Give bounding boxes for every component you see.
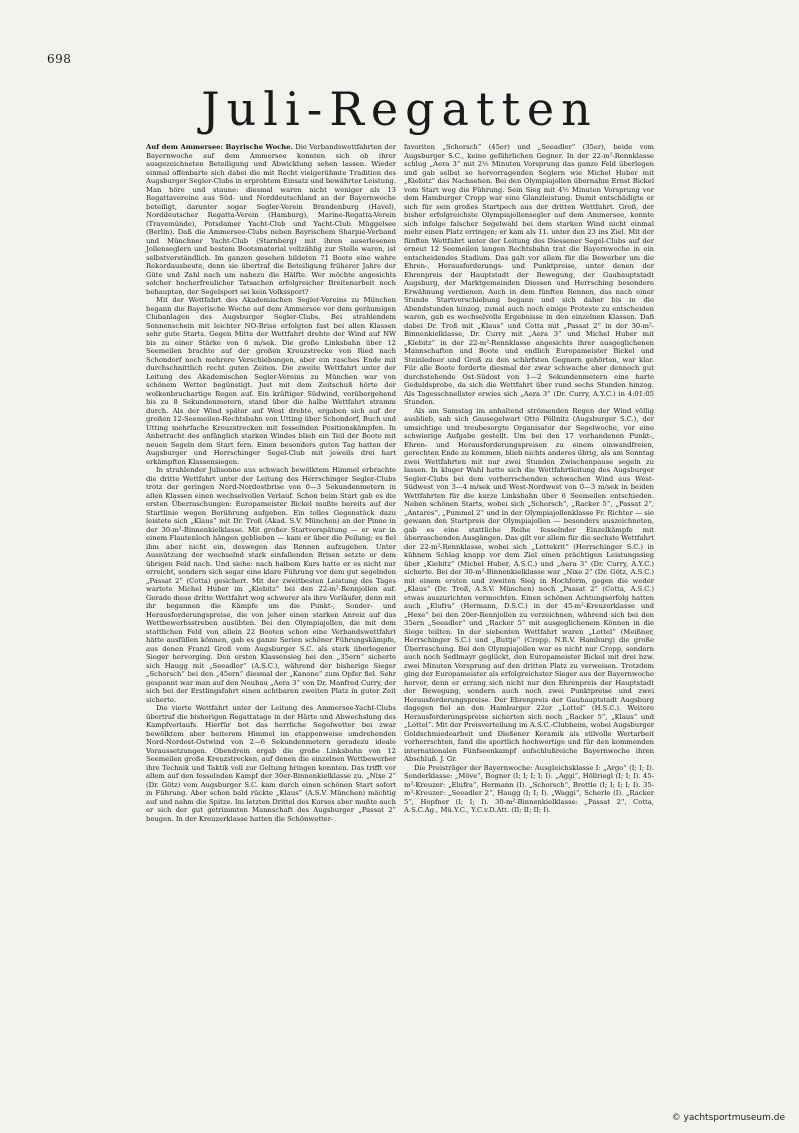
article-paragraph: Mit der Wettfahrt des Akademischen Segler-Vereins zu München begann die Bayerische Woche auf dem Ammersee vor dem geräumigen Clubanlagen des Augsburger Segler-Clubs. Bei strahlendem Sonnenschein mit leichter NO-Brise erfolgten fast bei allen Klassen sehr gute Starts. Gegen Mitte der Wettfahrt drehte der Wind auf NW bis zu einer Stärke von 6 m/sek. Die große Linksbahn über 12 Seemeilen brachte auf der großen Kreuzstrecke von Ried nach Schondorf noch mehrere Verschiebungen, aber ein rasches Ende mit durchschnittlich recht guten Zeiten. Die zweite Wettfahrt unter der Leitung des Akademischen Segler-Vereins zu München war von schönem Wetter begünstigt. Just mit dem Zeitschuß hörte der wolkenbruchartige Regen auf. Ein kräftiger Südwind, vorübergehend bis zu 8 Sekundenmetern, stand über die halbe Wettfahrt stramm durch. Als der Wind später auf West drehte, ergaben sich auf der großen 12-Seemeilen-Rechtsbahn von Utting über Schondorf, Buch und Utting mehrfache Kreuzstrecken mit fesselnden Positionskämpfen. In Anbetracht des anfänglich starken Windes blieb ein Teil der Boote mit neuen Segeln dem Start fern. Einen besonders guten Tag hatten der Augsburger und Herrschinger Segel-Club mit jeweils drei hart erkämpften Klassensiegen. — [146, 296, 396, 466]
page-number: 698 — [47, 52, 72, 66]
article-lead: Auf dem Ammersee: Bayrische Woche. — [146, 143, 293, 151]
page-title: Juli-Regatten — [201, 82, 598, 136]
watermark: © yachtsportmuseum.de — [671, 1113, 785, 1123]
left-column — [146, 143, 396, 823]
results-paragraph: Die Preisträger der Bayernwoche: Ausgleichsklasse I: „Argo“ (I; I; I). Sonderklasse: „Möve“, Bogner (I; I; I; I; I). „Aggi“, Höllriegl (I; I; I). 45-m²-Kreuzer: „Elufra“, Hermann (I). „Schorsch“, Brettle (I; I; I; I; I). 35-m²-Kreuzer: „Seeadler 2“, Haugg (I; I; I). „Waggi“, Scherle (I). „Racker 5“, Hopfner (I; I; I). 30-m²-Binnenkielklasse: „Passat 2“, Cotta, A.S.C.Ag., Mü.Y.C., Y.C.v.D.Att. (II; II; II; I). — [404, 763, 654, 814]
article-paragraph: Die vierte Wettfahrt unter der Leitung des Ammersee-Yacht-Clubs übertraf die bisherigen Regattatage in der Härte und Abwechslung des Kampfverlaufs. Hierfür bot das herrliche Segelwetter bei zwar bewölktem aber heiterem Himmel im etappenweise umdrehenden Nord-Nordost-Ostwind von 2—6 Sekundenmetern geradezu ideale Voraussetzungen. Obendrein ergab die große Linksbahn von 12 Seemeilen große Kreuzstrecken, auf denen die einzelnen Wettbewerber ihre Technik und Taktik voll zur Geltung bringen konnten. Das trifft vor allem auf den fesselnden Kampf der 30er-Binnenkielklasse zu. „Nixe 2“ (Dr. Götz) vom Augsburger S.C. kam durch einen schönen Start sofort in Führung. Aber schon bald rückte „Klaus“ (A.S.V. München) mächtig auf und nahm die Spitze. Im letzten Drittel des Kurses aber mußte auch er sich der gut getrimmten Mannschaft des Augsburger „Passat 2“ beugen. In der Kreuzerklasse hatten die Schönwetter- — [146, 704, 396, 823]
paragraph-text: Die Verbandswettfahrten der Bayernwoche auf dem Ammersee konnten sich ob ihrer ausgezeichneten Beteiligung und Abwicklung sehen lassen. Wieder einmal offenbarte sich dabei die mit Recht vielgerühmte Tradition des Augsburger Segler-Clubs in erprobtem Einsatz und bewährter Leistung. Man höre und staune: diesmal waren nicht weniger als 13 Regattavereine aus Süd- und Norddeutschland an der Bayernwoche beteiligt, darunter sogar Segler-Verein Brandenburg (Havel), Norddeutscher Regatta-Verein (Hamburg), Marine-Regatta-Verein (Travemünde), Potsdamer Yacht-Club und Yacht-Club Müggelsee (Berlin). Daß die Ammersee-Clubs neben Bayrischem Sharpie-Verband und Münchner Yacht-Club (Starnberg) mit ihren auserlesenen Jollenseglern und bestem Bootsmaterial vollzählig zur Stelle waren, ist selbstverständlich. Im ganzen gesehen bildeten 71 Boote eine wahre Rekordausbeute, denn sie übertraf die Beteiligung früherer Jahre der Güte und Zahl nach um nahezu die Hälfte. Wer möchte angesichts solcher hocherfreulicher Tatsachen erfolgreicher Breitenarbeit noch behaupten, der Segelsport sei kein Volkssport? — [146, 143, 396, 296]
article-paragraph — [146, 143, 396, 296]
article-paragraph: Als am Samstag im anhaltend strömenden Regen der Wind völlig ausblieb, sah sich Gausegelwart Otto Pöllnitz (Augsburger S.C.), der umsichtige und treubesorgte Organisator der Segelwoche, vor eine schwierige Aufgabe gestellt. Um bei den 17 vorhandenen Punkt-, Ehren- und Herausforderungspreisen zu einem einwandfreien, gerechten Ende zu kommen, blieb nichts anderes übrig, als am Sonntag zwei Wettfahrten mit nur zwei Stunden Zwischenpause segeln zu lassen. In kluger Wahl hatte sich die Wettfahrtleitung des Augsburger Segler-Clubs bei dem vorherrschenden schwachen Wind aus West-Südwest von 3—4 m/sek und West-Nordwest von 0—3 m/sek in beiden Wettfahrten für die kurze Linksbahn über 6 Seemeilen entschieden. Neben schönen Starts, wobei sich „Schorsch“, „Racker 5“, „Passat 2“, „Antares“, „Pummel 2“ und in der Olympiajollenklasse Fr. Richter — sie gewann den Startpreis der Olympiajollen — besonders auszeichneten, gab es eine stattliche Reihe fesselnder Einzelkämpfe mit überraschenden Ausgängen. Das gilt vor allem für die sechste Wettfahrt der 22-m²-Rennklasse, wobei sich „Lottekrit“ (Herrschinger S.C.) in kühnem Schlag knapp vor dem Ziel einen prächtigen Leistungssieg über „Kiebitz“ (Michel Huber, A.S.C.) und „Aera 3“ (Dr. Curry, A.Y.C.) sicherte. Bei der 30-m²-Binnenkielklasse war „Nixe 2“ (Dr. Götz, A.S.C.) mit einem ersten und zweiten Sieg in Hochform, gegen die weder „Klaus“ (Dr. Troß, A.S.V. München) noch „Passat 2“ (Cotta, A.S.C.) etwas auszurichten vermochten. Einen schönen Achtungserfolg hatten auch „Elufra“ (Hermann, D.S.C.) in der 45-m²-Kreuzerklasse und „Hexe“ bei den 20er-Rennjollen zu verzeichnen, während sich bei den 35ern „Seeadler“ und „Racker 5“ mit ausgeglichenem Können in die Siege teilten. In der siebenten Wettfahrt waren „Lottel“ (Meißner, Herrschinger S.C.) und „Buttje“ (Cropp, N.R.V. Hamburg) die große Überraschung. Bei den Olympiajollen war es nicht nur Cropp, sondern auch noch Sedlmayr geglückt, den Europameister Bickel mit drei bzw. zwei Minuten Vorsprung auf den dritten Platz zu verweisen. Trotzdem ging der Europameister als erfolgreichster Sieger aus der Bayernwoche hervor, denn er errang sich nicht nur den Ehrenpreis der Hauptstadt der Bewegung, sondern auch noch zwei Punktpreise und zwei Herausforderungspreise. Der Ehrenpreis der Gauhauptstadt Augsburg dagegen fiel an den Hamburger 22er „Lottel“ (H.S.C.). Weitere Herausforderungspreise sicherten sich noch „Racker 5“, „Klaus“ und „Lottel“. Mit der Preisverteilung im A.S.C.-Clubheim, wobei Augsburger Goldschmiedearbeit und Dießener Keramik als stilvolle Wertarbeit vorherrschten, fand die sportlich hochwertige und für den kommenden internationalen Fünfseenkampf aufschlußreiche Bayernwoche ihren Abschluß. J. Gr. — [404, 406, 654, 763]
article-paragraph: favoriten „Schorsch“ (45er) und „Seeadler“ (35er), beide vom Augsburger S.C., keine gefährlichen Gegner. In der 22-m²-Rennklasse schlug „Aera 3“ mit 2½ Minuten Vorsprung das ganze Feld überlegen und gab selbst so hervorragenden Seglern wie Michel Huber mit „Kiebitz“ das Nachsehen. Bei den Olympiajollen übernahm Ernst Bickel vom Start weg die Führung. Sein Sieg mit 4½ Minuten Vorsprung vor dem Hamburger Cropp war eine Glanzleistung. Damit entschädigte er sich für sein großes Startpech aus der dritten Wettfahrt. Groß, der bisher erfolgreichste Olympiajollensegler auf dem Ammersee, konnte sich infolge falscher Segelwahl bei dem starken Wind nicht einmal mehr einen Platz erringen; er kam als 11. unter den 23 ins Ziel. Mit der fünften Wettfahrt unter der Leitung des Diessener Segel-Clubs auf der erneut 12 Seemeilen langen Rechtsbahn trat die Bayernwoche in ein entscheidendes Stadium. Das galt vor allem für die Bewerber um die Ehren-, Herausforderungs- und Punktpreise, unter denen der Ehrenpreis der Hauptstadt der Bewegung, der Gauhauptstadt Augsburg, der Marktgemeinden Diessen und Herrsching besondere Erwähnung verdienen. Auch in dem fünften Rennen, das nach einer Stunde Startverschiebung begann und sich daher bis in die Abendstunden hinzog, zumal auch noch einige Proteste zu entscheiden waren, gab es wechselvolle Ergebnisse in den einzelnen Klassen. Daß dabei Dr. Troß mit „Klaus“ und Cotta mit „Passat 2“ in der 30-m²-Binnenkielklasse, Dr. Curry mit „Aera 3“ und Michel Huber mit „Kiebitz“ in der 22-m²-Rennklasse angesichts ihrer ausgeglichenen Mannschaften und Boote und endlich Europameister Bickel und Steinledner und Groß zu den schärfsten Gegnern gehörten, war klar. Für alle Boote forderte diesmal der zwar schwache aber dennoch gut durchstehende Ost-Südost von 1—2 Sekundenmetern eine harte Geduldsprobe, da sich die Wettfahrt über rund sechs Stunden hinzog. Als Tagesschnellster erwies sich „Aera 3“ (Dr. Curry, A.Y.C.) in 4:01:05 Stunden. — [404, 143, 654, 406]
article-body — [146, 143, 654, 823]
right-column — [404, 143, 654, 823]
article-paragraph: In strahlender Julisonne aus schwach bewölktem Himmel erbrachte die dritte Wettfahrt unter der Leitung des Herrschinger Segler-Clubs trotz der geringen Nord-Nordostbrise von 0—3 Sekundenmetern in allen Klassen einen wechselvollen Verlauf. Schon beim Start gab es die ersten Überraschungen: Europameister Bickel mußte bereits auf der Startlinie wegen Berührung aufgeben. Ein tolles Gegenstück dazu leistete sich „Klaus“ mit Dr. Troß (Akad. S.V. München) an der Pinne in der 30-m²-Binnenkielklasse. Mit großer Startverspätung — er war in einem Flautenloch hängen geblieben — kam er über die Peilung; es fiel ihm aber nicht ein, deswegen das Rennen aufzugeben. Unter Ausnützung der wechselnd stark einfallenden Brisen setzte er dem übrigen Feld nach. Und siehe: nach halbem Kurs hatte er es nicht nur erreicht, sondern sich sogar eine klare Führung vor dem gut segelnden „Passat 2“ (Cotta) gesichert. Mit der zweitbesten Leistung des Tages wartete Michel Huber im „Kiebitz“ bei den 22-m²-Rennjollen auf. Gerade diese dritte Wettfahrt wog schwerer als ihre Vorläufer, denn mit ihr begannen die Kämpfe um die Punkt-, Sonder- und Herausforderungspreise, die von jeher einen starken Anreiz auf das Wettbewerbsstreben ausübten. Bei den Olympiajollen, die mit dem stattlichen Feld von allein 22 Booten schon eine Verbandswettfahrt hätte ausfüllen können, gab es ganze Serien schöner Führungskämpfe, aus denen Franzl Groß vom Augsburger S.C. als stark überlegener Sieger hervorging. Den ersten Klassensieg bei den „35ern“ sicherte sich Haugg mit „Seeadler“ (A.S.C.), während der bisherige Sieger „Schorsch“ bei den „45ern“ diesmal der „Kanone“ zum Opfer fiel. Sehr gespannt war man auf den Neubau „Aera 3“ von Dr. Manfred Curry, der sich bei der Erstlingsfahrt einen achtbaren zweiten Platz in guter Zeit sicherte. — [146, 466, 396, 704]
